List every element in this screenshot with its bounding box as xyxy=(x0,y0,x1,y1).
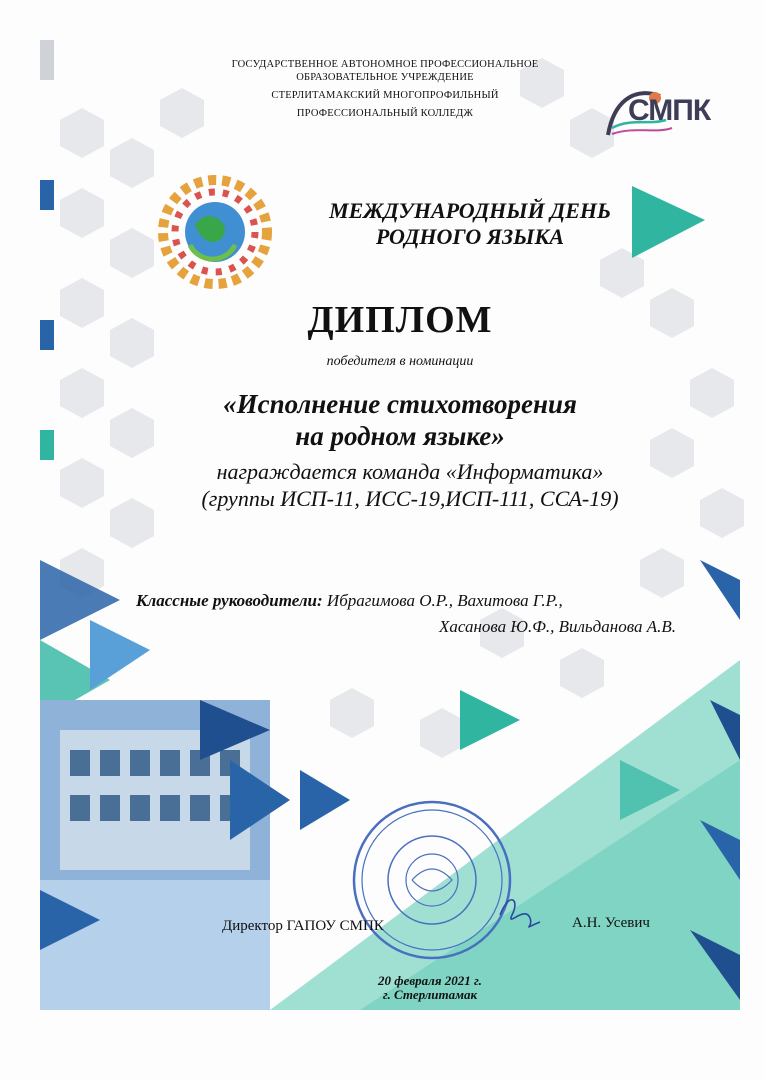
issue-date: 20 февраля 2021 г. xyxy=(378,973,482,988)
nomination-line: «Исполнение стихотворения xyxy=(223,389,577,419)
award-line: награждается команда «Информатика» xyxy=(216,459,604,484)
nomination xyxy=(150,388,650,452)
class-leaders-names: Хасанова Ю.Ф., Вильданова А.В. xyxy=(438,617,676,636)
director-position: Директор ГАПОУ СМПК xyxy=(222,918,384,934)
class-leaders-names: Ибрагимова О.Р., Вахитова Г.Р., xyxy=(322,591,563,610)
header-line: ОБРАЗОВАТЕЛЬНОЕ УЧРЕЖДЕНИЕ xyxy=(296,72,474,83)
event-title-line: МЕЖДУНАРОДНЫЙ ДЕНЬ xyxy=(329,198,611,223)
diploma-title: ДИПЛОМ xyxy=(307,299,493,341)
institution-header xyxy=(170,58,600,120)
class-leaders-label: Классные руководители: xyxy=(136,591,323,610)
class-leaders xyxy=(136,588,696,640)
header-line: СТЕРЛИТАМАКСКИЙ МНОГОПРОФИЛЬНЫЙ xyxy=(271,90,499,101)
globe-people-emblem xyxy=(163,180,267,284)
award-text xyxy=(120,458,700,512)
date-block xyxy=(300,974,560,1002)
event-title xyxy=(290,198,650,250)
header-line: ПРОФЕССИОНАЛЬНЫЙ КОЛЛЕДЖ xyxy=(296,108,474,119)
issue-city: г. Стерлитамак xyxy=(382,987,478,1002)
diploma-subtitle: победителя в номинации xyxy=(326,354,474,369)
college-logo-text: СМПК xyxy=(628,94,711,127)
event-title-line: РОДНОГО ЯЗЫКА xyxy=(375,224,565,249)
nomination-line: на родном языке» xyxy=(295,421,505,451)
award-line: (группы ИСП-11, ИСС-19,ИСП-111, ССА-19) xyxy=(201,486,619,511)
header-line: ГОСУДАРСТВЕННОЕ АВТОНОМНОЕ ПРОФЕССИОНАЛЬНОЕ xyxy=(231,59,539,70)
director-name: А.Н. Усевич xyxy=(572,915,650,931)
